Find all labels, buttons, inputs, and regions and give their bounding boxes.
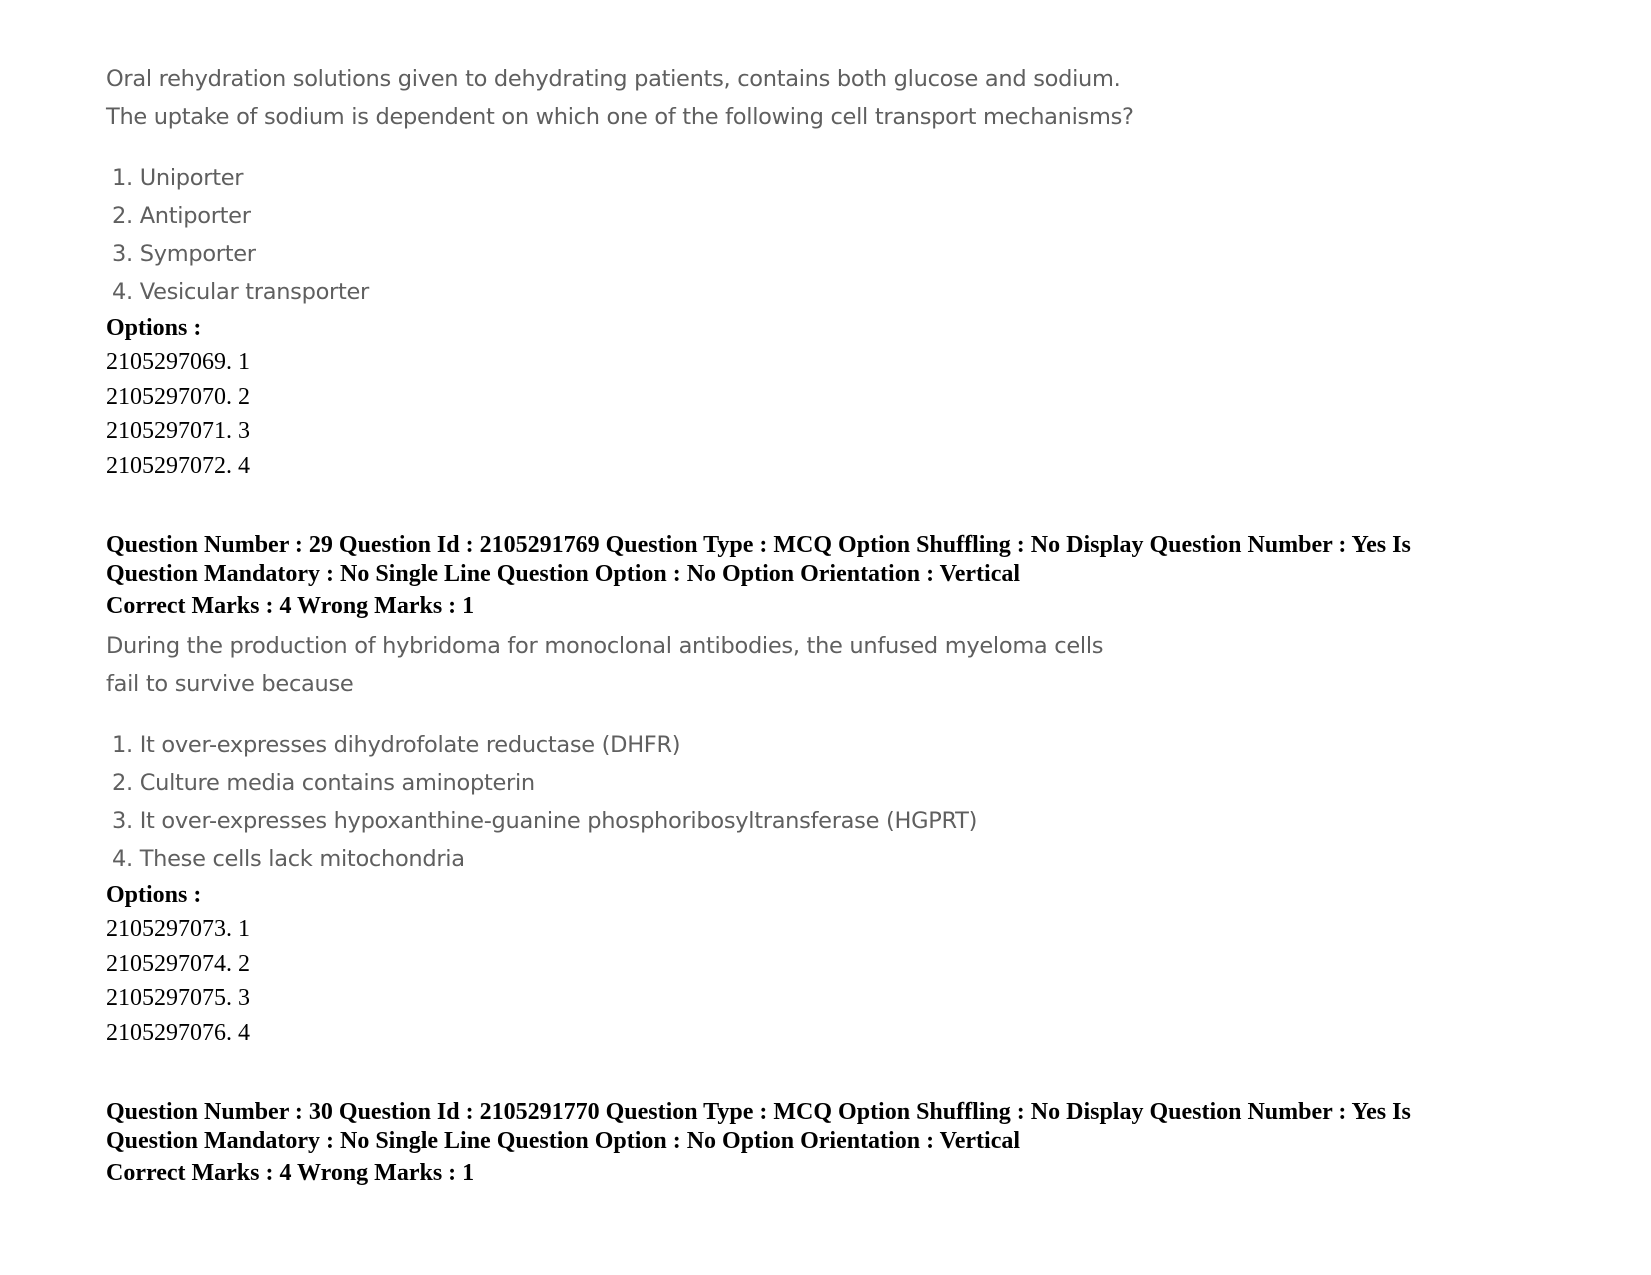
choice-item: 3. Symporter bbox=[112, 241, 256, 267]
meta-line: Question Number : 30 Question Id : 2105291770 Question Type : MCQ Option Shuffling : No Display Question Number : Yes Is bbox=[106, 1099, 1411, 1125]
question-28-block bbox=[106, 60, 1546, 483]
meta-line: Question Number : 29 Question Id : 2105291769 Question Type : MCQ Option Shuffling : No Display Question Number : Yes Is bbox=[106, 532, 1411, 558]
choice-item: 2. Culture media contains aminopterin bbox=[112, 770, 535, 796]
choice-item: 1. Uniporter bbox=[112, 165, 244, 191]
option-row: 2105297074. 2 bbox=[106, 950, 250, 977]
stem-line: The uptake of sodium is dependent on which one of the following cell transport mechanisms? bbox=[106, 104, 1134, 130]
meta-line: Question Mandatory : No Single Line Question Option : No Option Orientation : Vertical bbox=[106, 1128, 1021, 1154]
spacer bbox=[106, 1050, 1546, 1098]
question-28-stem bbox=[106, 60, 1546, 136]
choice-item: 3. It over-expresses hypoxanthine-guanine phosphoribosyltransferase (HGPRT) bbox=[112, 808, 978, 834]
question-29-stem bbox=[106, 627, 1546, 703]
option-row: 2105297070. 2 bbox=[106, 383, 250, 410]
stem-line: During the production of hybridoma for monoclonal antibodies, the unfused myeloma cells bbox=[106, 633, 1104, 659]
option-row: 2105297071. 3 bbox=[106, 418, 250, 444]
choice-item: 4. These cells lack mitochondria bbox=[112, 846, 465, 872]
question-29-marks: Correct Marks : 4 Wrong Marks : 1 bbox=[106, 593, 475, 619]
choice-item: 2. Antiporter bbox=[112, 203, 251, 229]
spacer bbox=[106, 483, 1546, 531]
document-page bbox=[106, 60, 1546, 1190]
option-row: 2105297069. 1 bbox=[106, 349, 250, 375]
stem-line: fail to survive because bbox=[106, 671, 354, 697]
question-30-marks: Correct Marks : 4 Wrong Marks : 1 bbox=[106, 1160, 475, 1186]
question-29-block bbox=[106, 531, 1546, 1050]
question-30-block bbox=[106, 1098, 1546, 1190]
question-29-meta bbox=[106, 531, 1506, 589]
option-row: 2105297072. 4 bbox=[106, 452, 250, 479]
question-28-options bbox=[106, 345, 1546, 483]
option-row: 2105297073. 1 bbox=[106, 916, 250, 942]
option-row: 2105297075. 3 bbox=[106, 985, 250, 1011]
question-29-choices bbox=[106, 726, 1546, 878]
choice-item: 1. It over-expresses dihydrofolate reductase (DHFR) bbox=[112, 732, 681, 758]
meta-line: Question Mandatory : No Single Line Question Option : No Option Orientation : Vertical bbox=[106, 561, 1021, 587]
options-heading: Options : bbox=[106, 882, 202, 908]
question-29-options bbox=[106, 912, 1546, 1050]
options-heading: Options : bbox=[106, 315, 202, 341]
option-row: 2105297076. 4 bbox=[106, 1019, 250, 1046]
question-28-choices bbox=[106, 159, 1546, 311]
choice-item: 4. Vesicular transporter bbox=[112, 279, 370, 305]
stem-line: Oral rehydration solutions given to dehydrating patients, contains both glucose and sodium. bbox=[106, 66, 1121, 92]
question-30-meta bbox=[106, 1098, 1506, 1156]
